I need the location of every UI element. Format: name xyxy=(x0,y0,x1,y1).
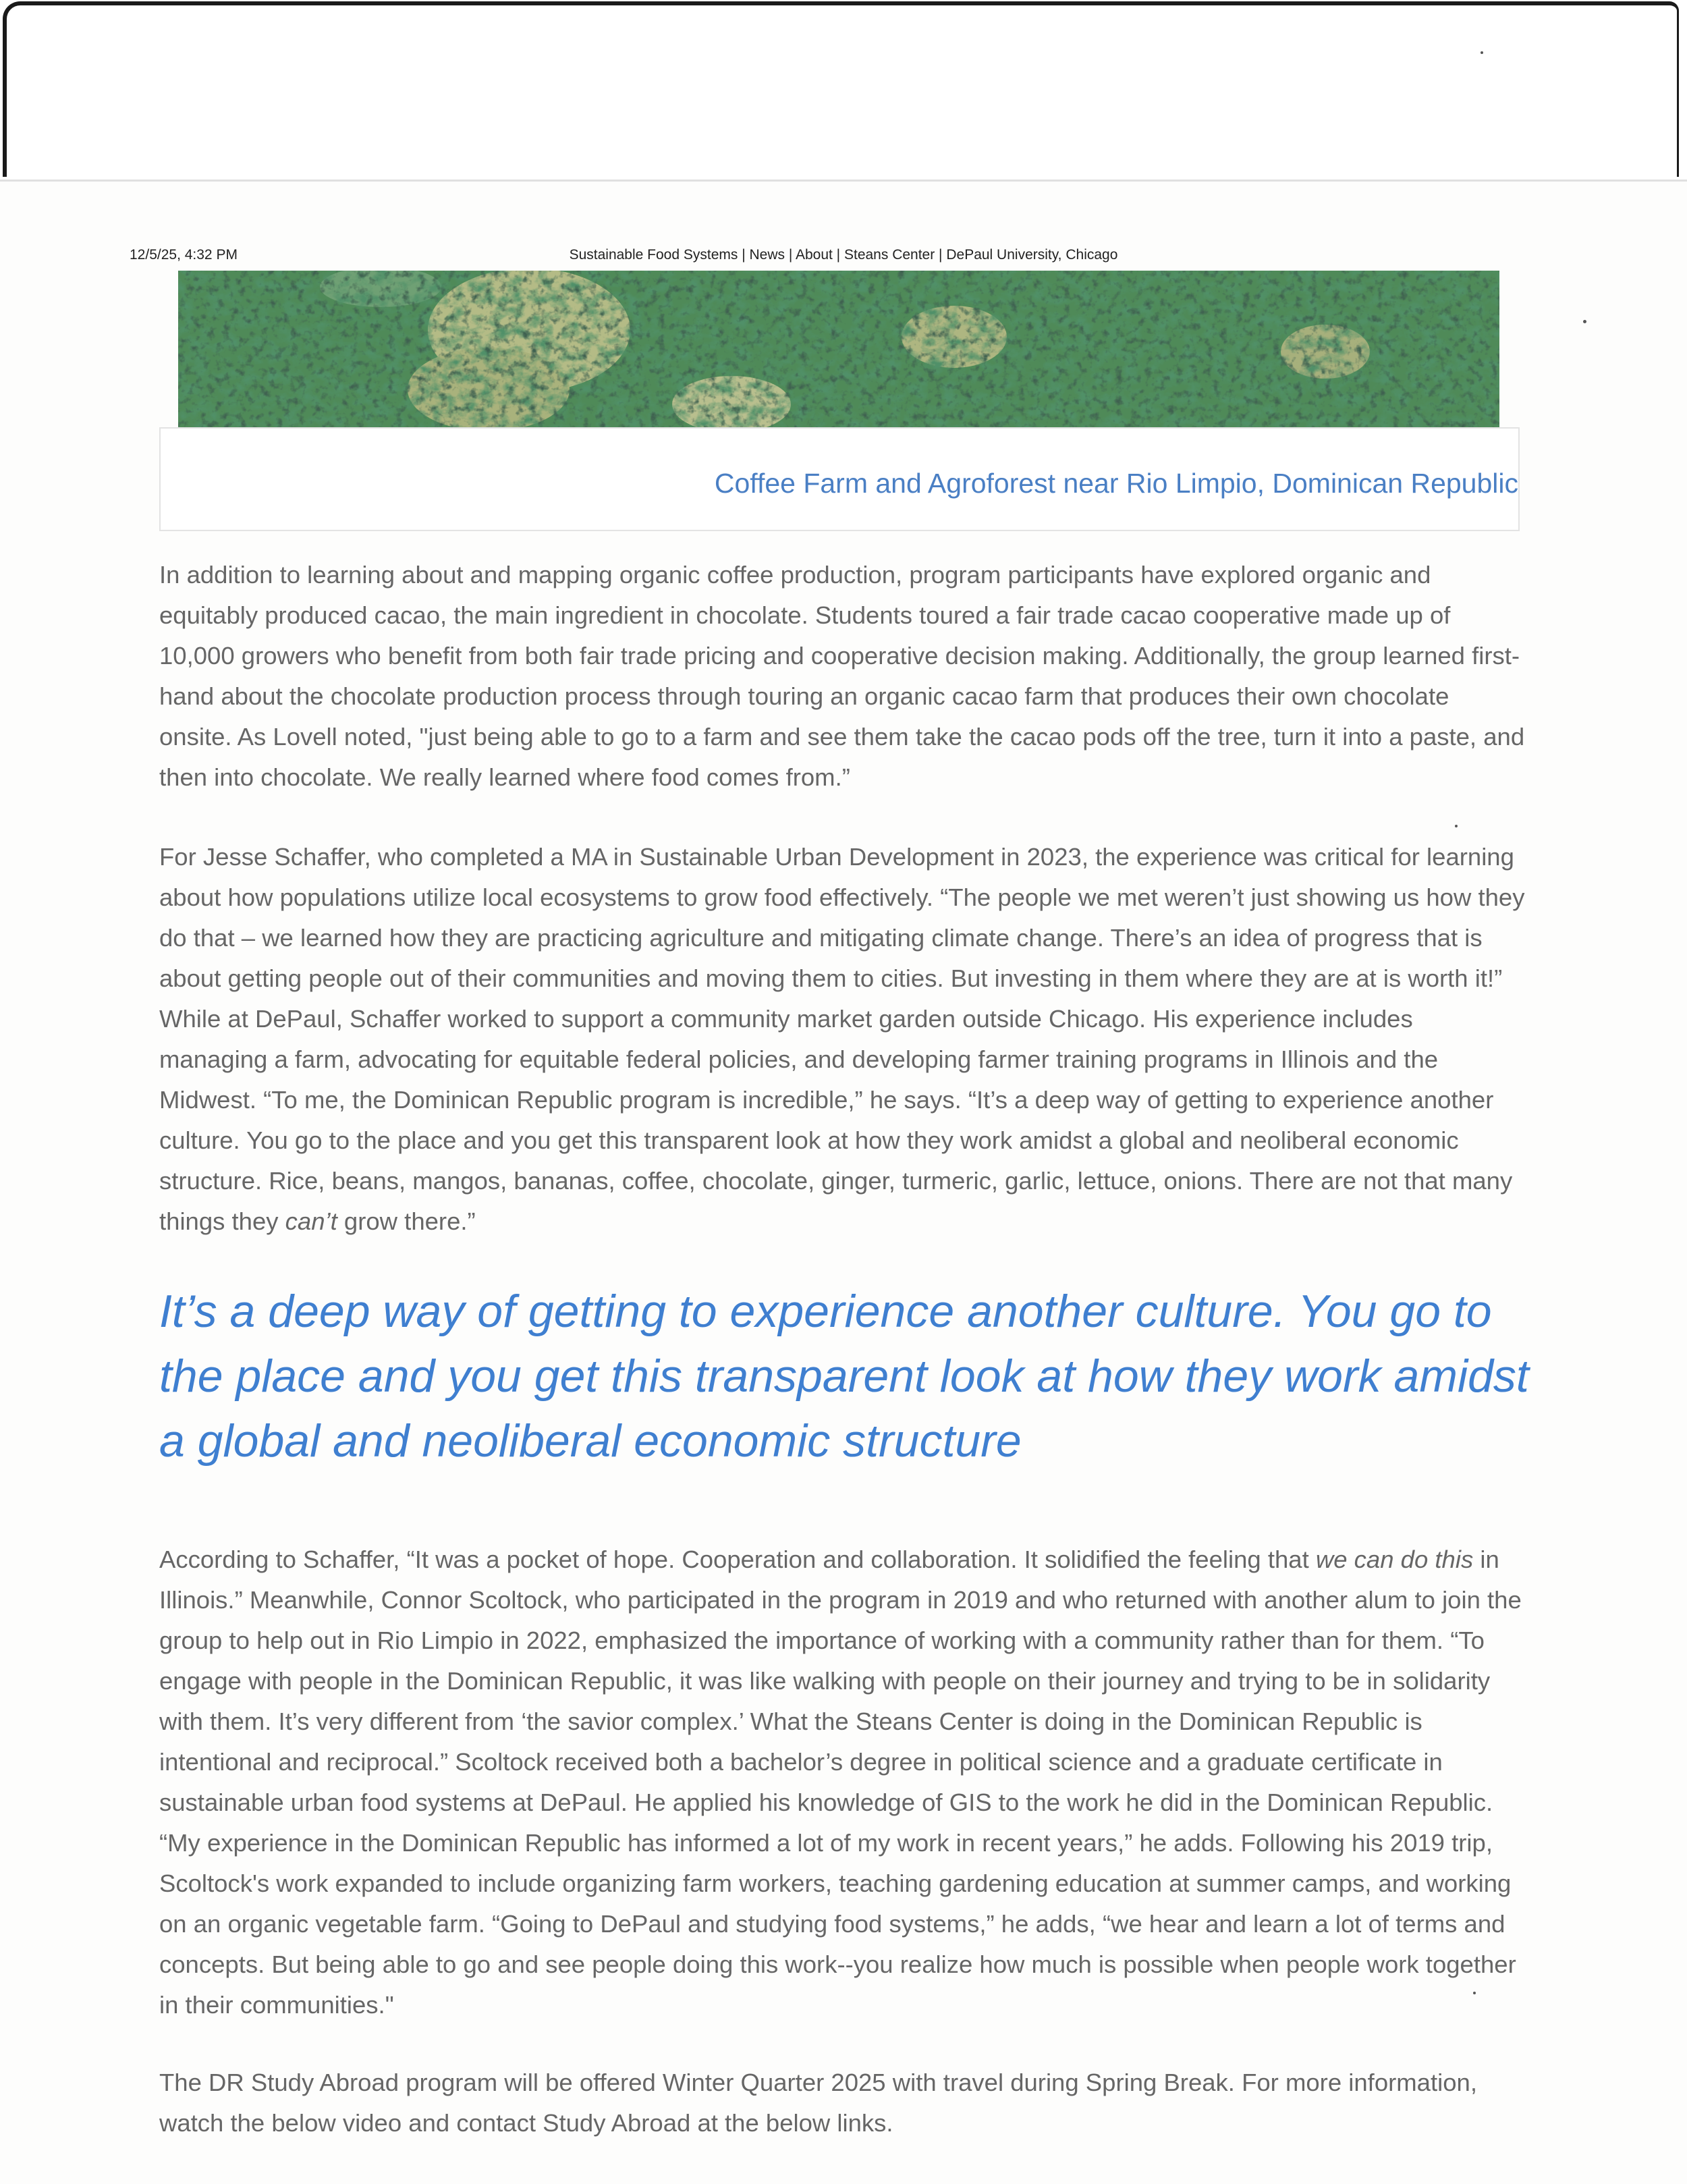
emphasis-text: can’t xyxy=(285,1207,337,1235)
print-datetime: 12/5/25, 4:32 PM xyxy=(130,247,238,263)
paragraph-text: grow there.” xyxy=(337,1207,476,1235)
scan-top-strip xyxy=(0,0,1687,181)
article-paragraph-3 xyxy=(159,1539,1525,2025)
banner-image xyxy=(178,271,1499,427)
scan-speck xyxy=(1583,320,1586,323)
emphasis-text: we can do this xyxy=(1315,1546,1474,1573)
article-paragraph-4: The DR Study Abroad program will be offered Winter Quarter 2025 with travel during Spring Break. For more information, watch the below video and contact Study Abroad at the below links. xyxy=(159,2069,1477,2137)
image-caption-box xyxy=(159,427,1520,531)
paragraph-text: For Jesse Schaffer, who completed a MA in Sustainable Urban Development in 2023, the experience was critical for learning about how populations utilize local ecosystems to grow food effectively. “The people we met weren’t just showing us how they do that – we learned how they are practicing agriculture and mitigating climate change. There’s an idea of progress that is about getting people out of their communities and moving them to cities. But investing in them where they are at is worth it!” While at DePaul, Schaffer worked to support a community market garden outside Chicago. His experience includes managing a farm, advocating for equitable federal policies, and developing farmer training programs in Illinois and the Midwest. “To me, the Dominican Republic program is incredible,” he says. “It’s a deep way of getting to experience another culture. You go to the place and you get this transparent look at how they work amidst a global and neoliberal economic structure. Rice, beans, mangos, bananas, coffee, chocolate, ginger, turmeric, garlic, lettuce, onions. There are not that many things they xyxy=(159,843,1525,1235)
article-paragraph-2 xyxy=(159,837,1525,1242)
print-page-title: Sustainable Food Systems | News | About | Steans Center | DePaul University, Chicago xyxy=(569,247,1118,263)
scan-border xyxy=(3,1,1679,177)
scan-divider xyxy=(0,180,1687,182)
paragraph-text: According to Schaffer, “It was a pocket of hope. Cooperation and collaboration. It solidified the feeling that xyxy=(159,1546,1316,1573)
paragraph-text: in Illinois.” Meanwhile, Connor Scoltock, who participated in the program in 2019 and who returned with another alum to join the group to help out in Rio Limpio in 2022, emphasized the importance of working with a community rather than for them. “To engage with people in the Dominican Republic, it was like walking with people on their journey and trying to be in solidarity with them. It’s very different from ‘the savior complex.’ What the Steans Center is doing in the Dominican Republic is intentional and reciprocal.” Scoltock received both a bachelor’s degree in political science and a graduate certificate in sustainable urban food systems at DePaul. He applied his knowledge of GIS to the work he did in the Dominican Republic. “My experience in the Dominican Republic has informed a lot of my work in recent years,” he adds. Following his 2019 trip, Scoltock's work expanded to include organizing farm workers, teaching gardening education at summer camps, and working on an organic vegetable farm. “Going to DePaul and studying food systems,” he adds, “we hear and learn a lot of terms and concepts. But being able to go and see people doing this work--you realize how much is possible when people work together in their communities." xyxy=(159,1546,1522,2019)
scan-speck xyxy=(1481,51,1483,54)
scan-speck xyxy=(1455,825,1458,827)
image-caption: Coffee Farm and Agroforest near Rio Limpio, Dominican Republic xyxy=(714,468,1518,499)
pull-quote: It’s a deep way of getting to experience another culture. You go to the place and you get this transparent look at how they work amidst a global and neoliberal economic structure xyxy=(159,1286,1529,1467)
article-paragraph-1: In addition to learning about and mapping organic coffee production, program participants have explored organic and equitably produced cacao, the main ingredient in chocolate. Students toured a fair trade cacao cooperative made up of 10,000 growers who benefit from both fair trade pricing and cooperative decision making. Additionally, the group learned first-hand about the chocolate production process through touring an organic cacao farm that produces their own chocolate onsite. As Lovell noted, "just being able to go to a farm and see them take the cacao pods off the tree, turn it into a paste, and then into chocolate. We really learned where food comes from.” xyxy=(159,561,1525,791)
